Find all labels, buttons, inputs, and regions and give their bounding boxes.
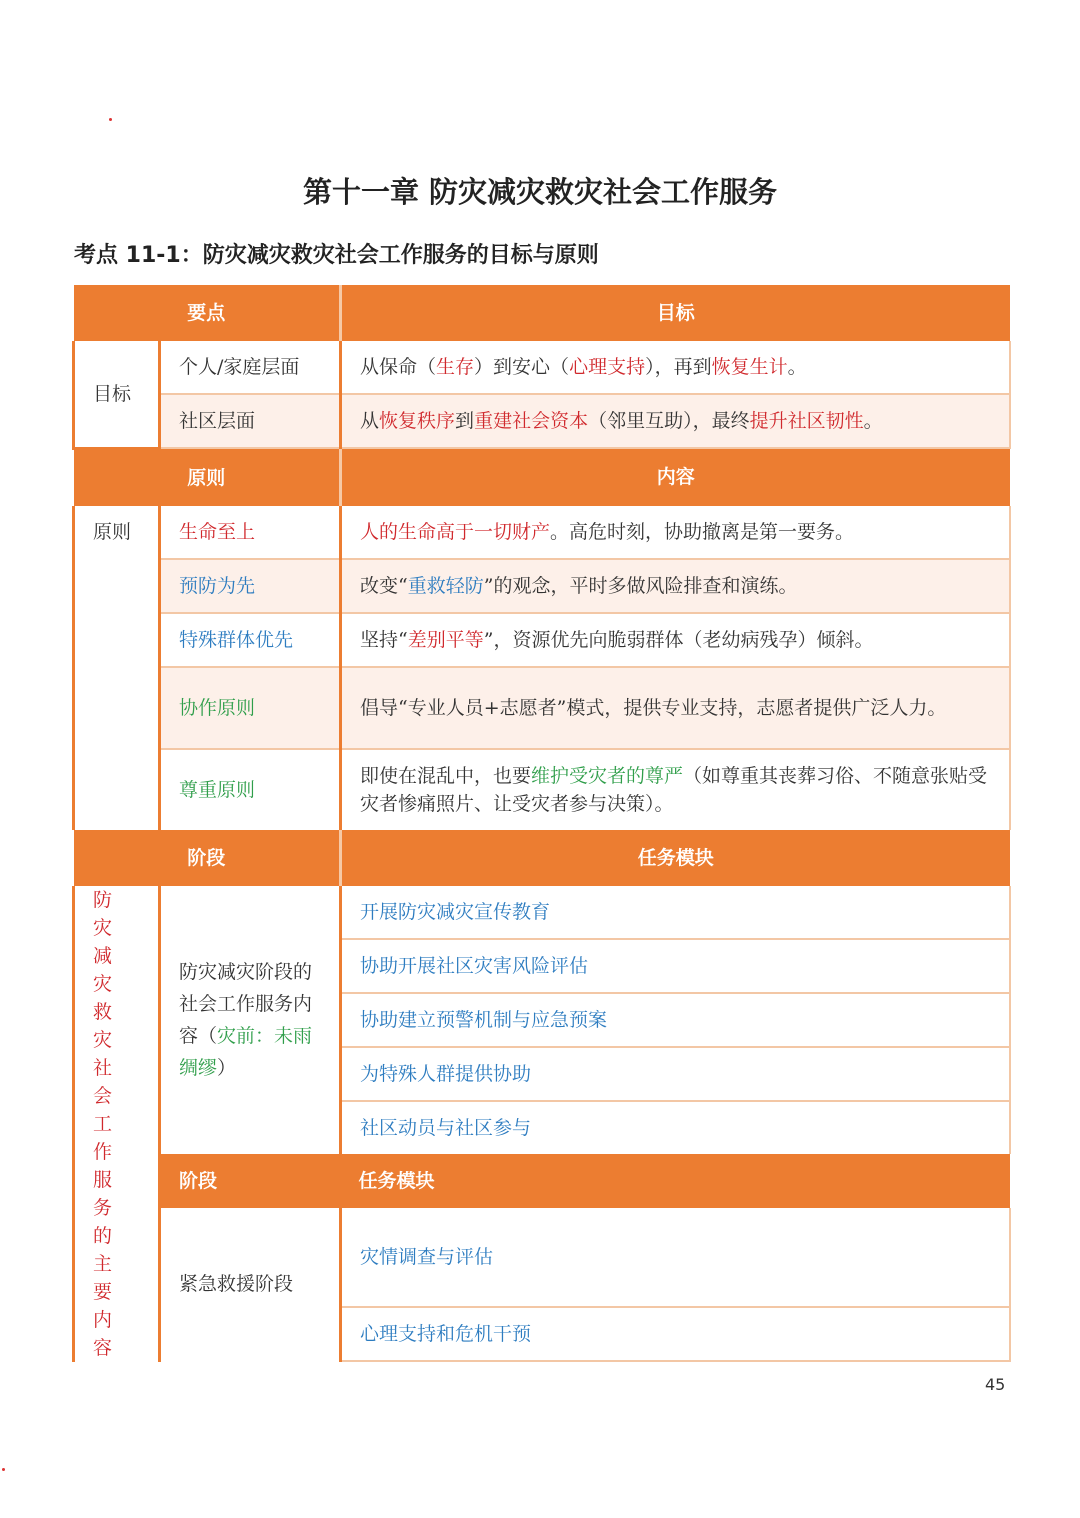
principle-content: 人的生命高于一切财产。高危时刻，协助撤离是第一要务。 xyxy=(341,506,1010,559)
stray-dot xyxy=(2,1468,5,1471)
tasks-subheader-col2: 任务模块 xyxy=(341,1154,1010,1208)
chapter-title: 第十一章 防灾减灾救灾社会工作服务 xyxy=(302,175,778,209)
section-title: 考点 11-1：防灾减灾救灾社会工作服务的目标与原则 xyxy=(74,243,599,268)
task-module: 开展防灾减灾宣传教育 xyxy=(341,886,1010,939)
stage2-name: 紧急救援阶段 xyxy=(160,1208,341,1361)
goal-row xyxy=(74,394,1010,448)
goals-header-col2: 目标 xyxy=(341,285,1010,341)
principle-row xyxy=(74,613,1010,667)
goal-content: 从恢复秩序到重建社会资本（邻里互助），最终提升社区韧性。 xyxy=(341,394,1010,448)
task-row xyxy=(74,886,1010,939)
goals-header-row xyxy=(74,285,1010,341)
page-number: 45 xyxy=(985,1375,1006,1394)
principles-header-col2: 内容 xyxy=(341,448,1010,506)
task-module: 协助开展社区灾害风险评估 xyxy=(341,939,1010,993)
tasks-header-col2: 任务模块 xyxy=(341,830,1010,886)
stray-dot xyxy=(109,118,112,121)
principle-row xyxy=(74,506,1010,559)
principle-name: 生命至上 xyxy=(160,506,341,559)
principle-row xyxy=(74,667,1010,749)
task-module: 协助建立预警机制与应急预案 xyxy=(341,993,1010,1047)
principle-row xyxy=(74,749,1010,830)
principles-header-col1: 原则 xyxy=(74,448,341,506)
task-module: 社区动员与社区参与 xyxy=(341,1101,1010,1154)
goals-category: 目标 xyxy=(74,341,160,448)
tasks-category xyxy=(74,886,160,1362)
principles-category: 原则 xyxy=(74,506,160,830)
principles-header-row xyxy=(74,448,1010,506)
goal-level: 社区层面 xyxy=(160,394,341,448)
principle-content: 改变“重救轻防”的观念，平时多做风险排查和演练。 xyxy=(341,559,1010,613)
goal-content: 从保命（生存）到安心（心理支持），再到恢复生计。 xyxy=(341,341,1010,394)
goal-row xyxy=(74,341,1010,394)
tasks-subheader-row xyxy=(74,1154,1010,1208)
tasks-header-col1: 阶段 xyxy=(74,830,341,886)
task-module: 灾情调查与评估 xyxy=(341,1208,1010,1307)
principle-name: 预防为先 xyxy=(160,559,341,613)
principle-name: 特殊群体优先 xyxy=(160,613,341,667)
principle-name: 尊重原则 xyxy=(160,749,341,830)
tasks-subheader-col1: 阶段 xyxy=(160,1154,341,1208)
goals-header-col1: 要点 xyxy=(74,285,341,341)
goal-level: 个人/家庭层面 xyxy=(160,341,341,394)
stage1-name: 防灾减灾阶段的社会工作服务内容（灾前：未雨绸缪） xyxy=(160,886,341,1154)
tasks-header-row xyxy=(74,830,1010,886)
task-module: 心理支持和危机干预 xyxy=(341,1307,1010,1361)
principle-row xyxy=(74,559,1010,613)
task-module: 为特殊人群提供协助 xyxy=(341,1047,1010,1101)
tasks-category-text: 防灾减灾救灾社会工作服务的主要内容 xyxy=(93,888,113,1359)
principle-content: 坚持“差别平等”，资源优先向脆弱群体（老幼病残孕）倾斜。 xyxy=(341,613,1010,667)
task-spacer-row xyxy=(74,1361,1010,1362)
principle-content: 倡导“专业人员+志愿者”模式，提供专业支持，志愿者提供广泛人力。 xyxy=(341,667,1010,749)
principle-name: 协作原则 xyxy=(160,667,341,749)
principle-content: 即使在混乱中，也要维护受灾者的尊严（如尊重其丧葬习俗、不随意张贴受灾者惨痛照片、让受灾者参与决策）。 xyxy=(341,749,1010,830)
task-row xyxy=(74,1208,1010,1307)
summary-table xyxy=(72,285,1011,1362)
